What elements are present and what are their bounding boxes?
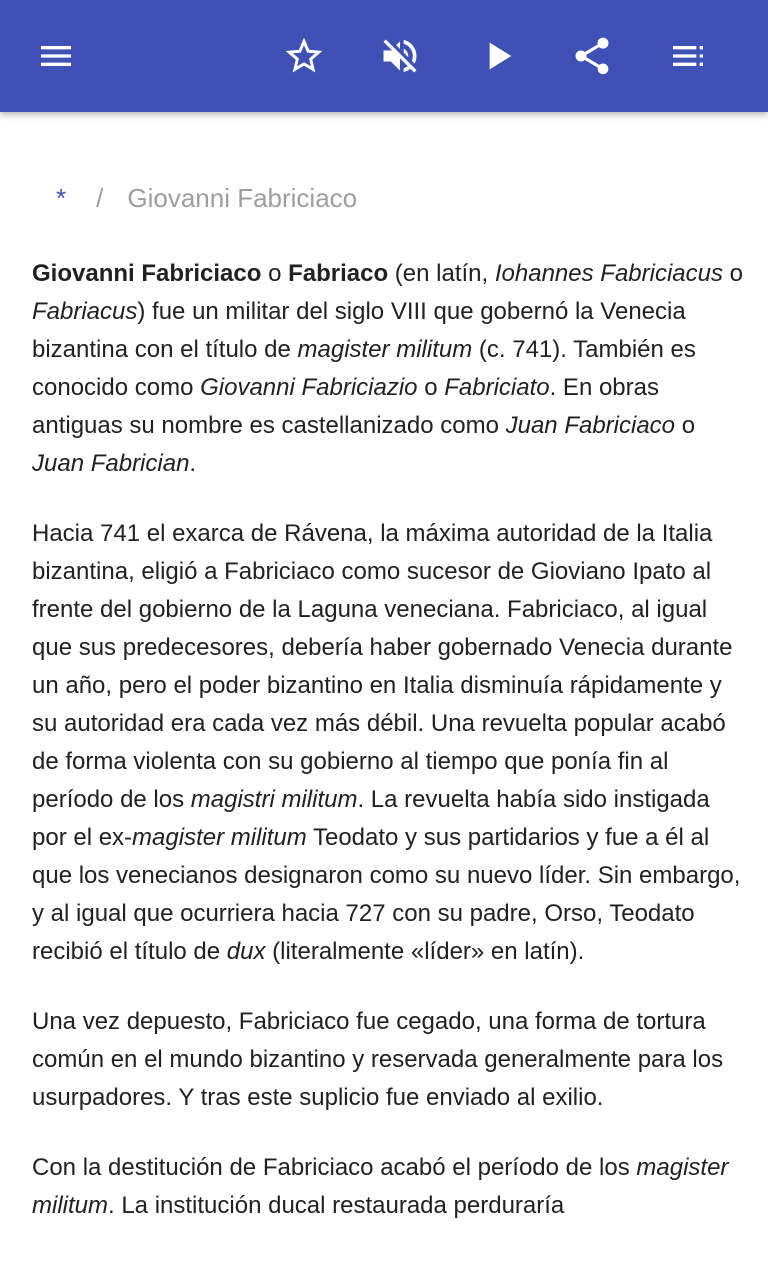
hamburger-menu-icon [36,36,76,76]
paragraph-1 [32,255,744,483]
text-span: . [189,450,197,477]
text-span: (c. 741). También es conocido como [32,336,696,401]
text-span: Teodato y sus partidarios y fue a él al que los venecianos designaron como su nuevo líder. Sin embargo, y al igual que ocurriera hacia 727 con su padre, Orso, Teodato recibió el título de [32,824,741,965]
italic-text: magister militum [132,824,307,851]
text-span: Hacia 741 el exarca de Rávena, la máxima autoridad de la Italia bizantina, eligió a Fabriciaco como sucesor de Gioviano Ipato al frente del gobierno de la Laguna veneciana. Fabriciaco, al igual que sus predecesores, debería haber gobernado Venecia durante un año, pero el poder bizantino en Italia disminuía rápidamente y su autoridad era cada vez más débil. Una revuelta popular acabó de forma violenta con su gobierno al tiempo que ponía fin al período de los [32,520,733,813]
text-span: o [723,260,744,287]
italic-text: Juan Fabriciaco [505,412,676,439]
text-span: . La revuelta había sido instigada por el ex- [32,786,710,851]
italic-text: magistri militum [190,786,358,813]
breadcrumb-current: Giovanni Fabriciaco [127,183,358,213]
italic-text: Fabriacus [32,298,138,325]
text-span: (en latín, [388,260,495,287]
text-span: (literalmente «líder» en latín). [265,938,585,965]
italic-text: Giovanni Fabriciazio [200,374,418,401]
text-span: o [675,412,696,439]
table-of-contents-button[interactable] [660,28,716,84]
play-icon [478,36,518,76]
table-of-contents-icon [668,36,708,76]
star-outline-icon [282,34,326,78]
article-body [32,255,744,1257]
text-span: o [261,260,289,287]
alternate-name: Fabriaco [288,260,389,287]
article-subject: Giovanni Fabriciaco [32,260,262,287]
text-span: . La institución ducal restaurada perduraría [108,1192,565,1219]
paragraph-2 [32,515,744,971]
breadcrumb-home-link[interactable]: * [56,183,67,213]
volume-off-icon [378,34,422,78]
mute-button[interactable] [372,28,428,84]
italic-text: Juan Fabrician [32,450,190,477]
breadcrumb-separator: / [96,183,104,213]
app-bar [0,0,768,112]
menu-button[interactable] [28,28,84,84]
text-span: . En obras antiguas su nombre es castellanizado como [32,374,659,439]
italic-text: magister militum [32,1154,729,1219]
favorite-button[interactable] [276,28,332,84]
text-span: Con la destitución de Fabriciaco acabó el período de los [32,1154,637,1181]
italic-text: Iohannes Fabriciacus [494,260,723,287]
text-span: Una vez depuesto, Fabriciaco fue cegado, una forma de tortura común en el mundo bizantino y reservada generalmente para los usurpadores. Y tras este suplicio fue enviado al exilio. [32,1008,724,1111]
paragraph-4 [32,1149,744,1225]
share-icon [570,34,614,78]
text-span: ) fue un militar del siglo VIII que gobernó la Venecia bizantina con el título de [32,298,686,363]
italic-text: Fabriciato [444,374,550,401]
breadcrumb [56,180,357,216]
share-button[interactable] [564,28,620,84]
article-content [0,112,768,1280]
text-span: o [417,374,445,401]
italic-text: magister militum [297,336,473,363]
play-button[interactable] [470,28,526,84]
paragraph-3 [32,1003,744,1117]
italic-text: dux [226,938,266,965]
